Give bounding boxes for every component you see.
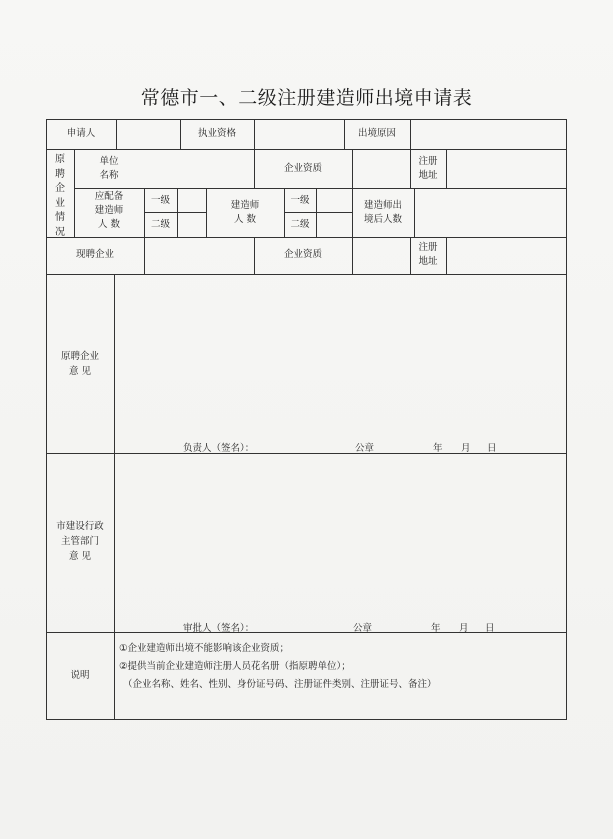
- orig-signer-label: 负责人（签名）：: [183, 443, 255, 454]
- company-qual-field[interactable]: [352, 152, 410, 186]
- orig-seal-label: 公章: [355, 443, 375, 454]
- current-reg-addr-label-line2: 地址: [418, 256, 438, 267]
- after-exit-count-label-line2: 境后人数: [363, 214, 402, 225]
- dept-opinion-field[interactable]: [116, 459, 564, 609]
- required-level1-field[interactable]: [177, 190, 206, 210]
- current-company-qual-label: 企业资质: [283, 249, 322, 260]
- col-divider: [114, 274, 115, 720]
- row-divider: [46, 149, 567, 150]
- row-divider: [46, 237, 567, 238]
- notes-label: 说明: [70, 670, 90, 681]
- qualification-field[interactable]: [254, 122, 344, 146]
- dept-seal-label: 公章: [353, 623, 373, 634]
- note-item-3: （企业名称、姓名、性别、身份证号码、注册证件类别、注册证号、备注）: [123, 679, 437, 690]
- current-company-label: 现聘企业: [75, 249, 114, 260]
- dept-opinion-label-line1: 市建设行政: [56, 521, 104, 532]
- dept-opinion-label-line2: 主管部门: [60, 536, 99, 547]
- after-exit-count-label-line1: 建造师出: [363, 200, 402, 211]
- reg-addr-label-line1: 注册: [418, 156, 438, 167]
- note-item-1: ①企业建造师出境不能影响该企业资质；: [119, 643, 290, 654]
- unit-name-label-line2: 名称: [99, 170, 119, 181]
- orig-date-day-label: 日: [487, 443, 497, 454]
- current-company-qual-field[interactable]: [352, 240, 410, 272]
- level2-label: 二级: [150, 219, 170, 230]
- table-border-bottom: [46, 719, 567, 720]
- unit-name-label-line1: 单位: [99, 156, 119, 167]
- dept-signer-label: 审批人（签名）：: [183, 623, 255, 634]
- unit-name-field[interactable]: [144, 152, 254, 186]
- table-border-top: [46, 119, 567, 120]
- orig-opinion-field[interactable]: [116, 279, 564, 429]
- builder-level2-field[interactable]: [316, 214, 352, 234]
- application-table: [46, 119, 566, 719]
- level-divider: [144, 212, 206, 213]
- reason-label: 出境原因: [357, 128, 396, 139]
- required-count-label-line3: 人 数: [97, 219, 121, 230]
- builder-count-label-line1: 建造师: [230, 200, 260, 211]
- table-border-right: [566, 119, 567, 720]
- required-level2-field[interactable]: [177, 214, 206, 234]
- note-item-2: ②提供当前企业建造师注册人员花名册（指原聘单位）；: [119, 661, 351, 672]
- current-company-field[interactable]: [144, 240, 254, 272]
- table-border-left: [46, 119, 47, 720]
- level1-label: 一级: [290, 195, 310, 206]
- form-title: 常德市一、二级注册建造师出境申请表: [140, 87, 473, 109]
- orig-opinion-label-line2: 意 见: [68, 366, 92, 377]
- company-qual-label: 企业资质: [283, 163, 322, 174]
- qualification-label: 执业资格: [197, 128, 236, 139]
- required-count-label-line1: 应配备: [94, 191, 124, 202]
- orig-signature-field[interactable]: [267, 437, 327, 455]
- reg-addr-field[interactable]: [446, 152, 566, 186]
- current-reg-addr-field[interactable]: [446, 240, 566, 272]
- dept-date-month-label: 月: [459, 623, 469, 634]
- current-reg-addr-label-line1: 注册: [418, 242, 438, 253]
- dept-opinion-label-line3: 意 见: [68, 551, 92, 562]
- level-divider: [284, 212, 352, 213]
- orig-opinion-label-line1: 原聘企业: [60, 351, 99, 362]
- builder-level1-field[interactable]: [316, 190, 352, 210]
- reason-field[interactable]: [410, 122, 566, 146]
- applicant-field[interactable]: [116, 122, 180, 146]
- dept-signature-field[interactable]: [267, 617, 327, 635]
- reg-addr-label-line2: 地址: [418, 170, 438, 181]
- applicant-label: 申请人: [66, 128, 96, 139]
- builder-count-label-line2: 人 数: [233, 214, 257, 225]
- orig-date-year-label: 年: [433, 443, 443, 454]
- level1-label: 一级: [150, 195, 170, 206]
- after-exit-count-field[interactable]: [414, 191, 566, 235]
- dept-date-year-label: 年: [431, 623, 441, 634]
- orig-date-month-label: 月: [461, 443, 471, 454]
- orig-company-side-label: 原聘企业情况: [55, 154, 65, 238]
- dept-date-day-label: 日: [485, 623, 495, 634]
- row-divider: [74, 188, 567, 189]
- row-divider: [46, 274, 567, 275]
- required-count-label-line2: 建造师: [94, 205, 124, 216]
- level2-label: 二级: [290, 219, 310, 230]
